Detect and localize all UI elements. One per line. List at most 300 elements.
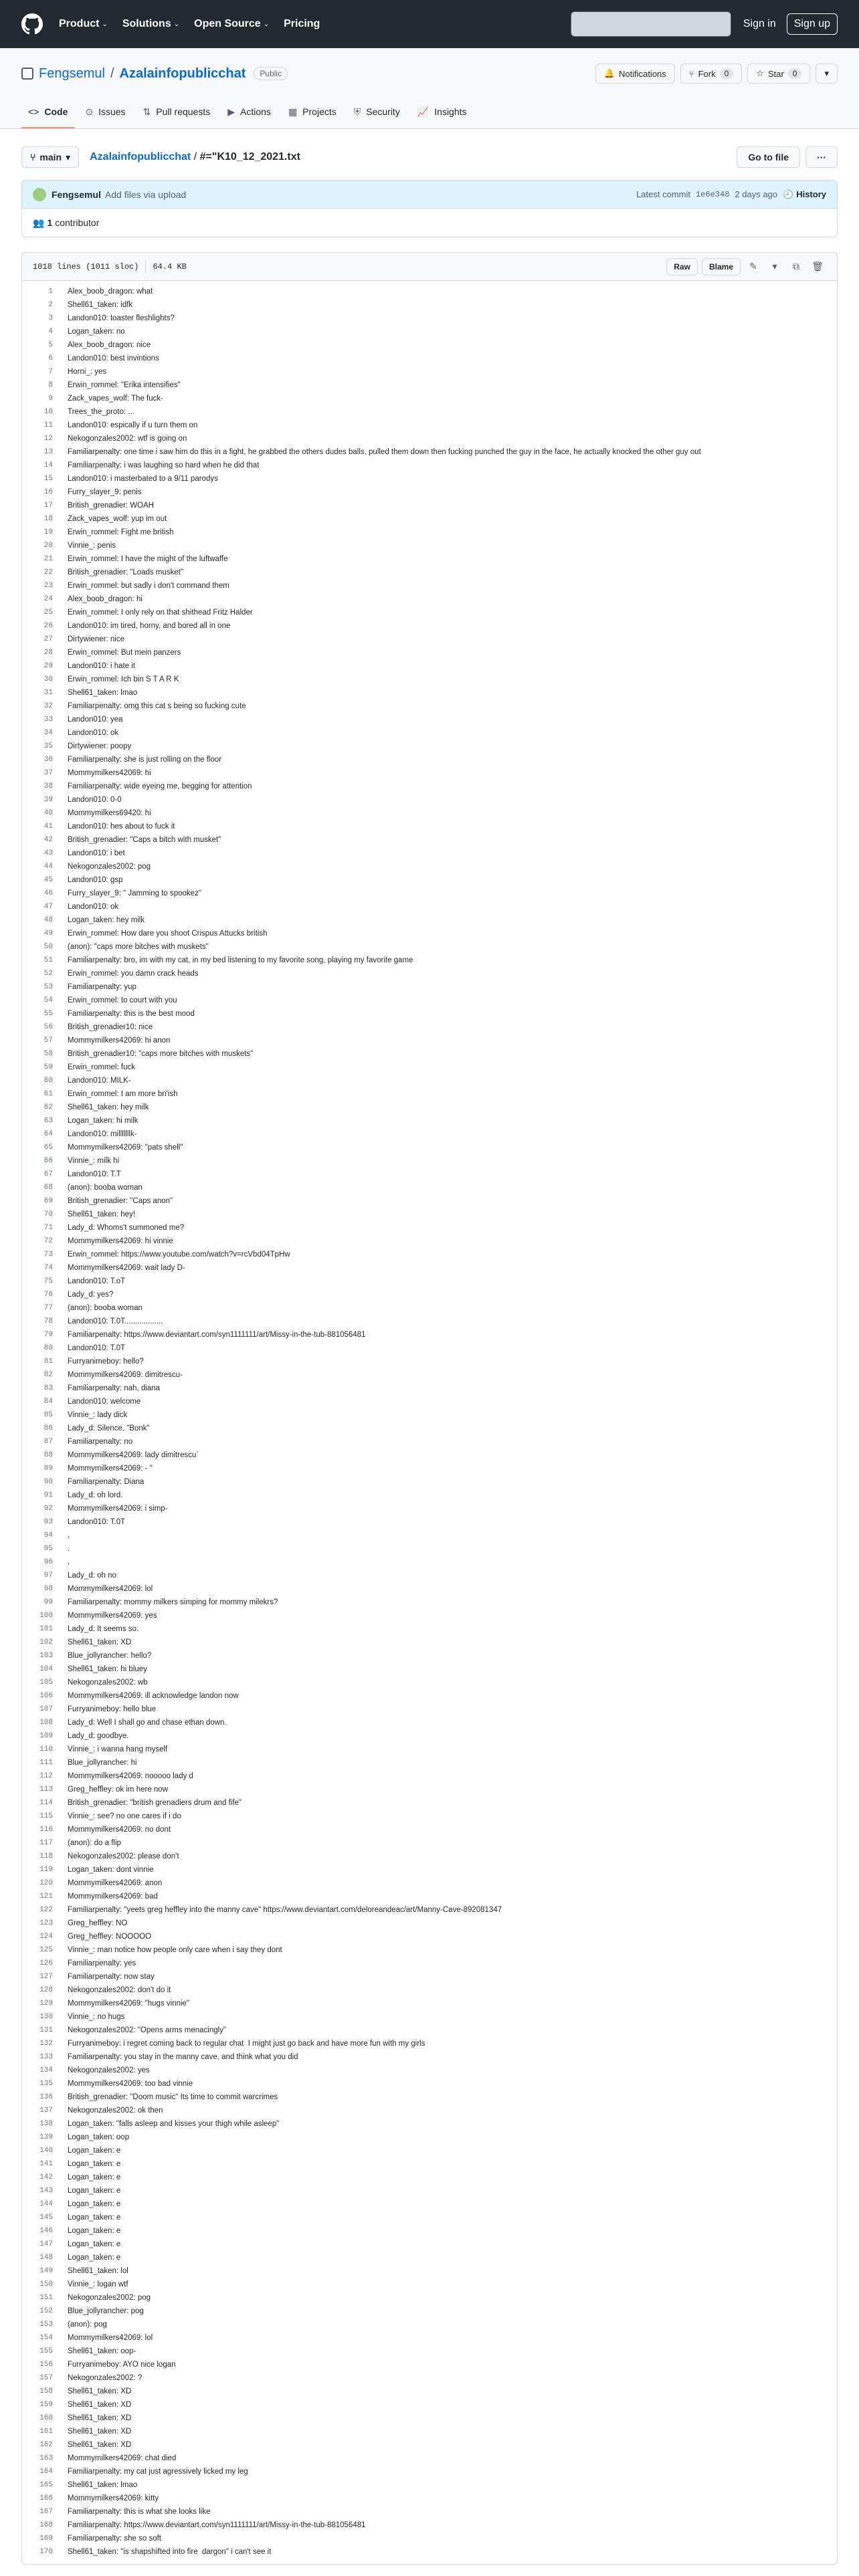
line-text: Erwin_rommel: you damn crack heads: [68, 970, 199, 978]
line-number[interactable]: 156: [39, 2361, 53, 2369]
line-text: Greg_heffley: NO: [68, 1919, 128, 1927]
line-text: Vinnie_: man notice how people only care when i say they dont: [68, 1946, 282, 1954]
star-counter: 0: [788, 68, 802, 79]
line-number[interactable]: 25: [43, 609, 53, 617]
tab-issues[interactable]: ⊙ Issues: [85, 106, 126, 117]
line-text: Nekogonzales2002: wb: [68, 1679, 148, 1687]
line-text: Mommymilkers42069: nooooo lady d: [68, 1772, 193, 1780]
contributors-row[interactable]: [22, 209, 837, 237]
line-number[interactable]: 36: [43, 756, 53, 764]
line-number[interactable]: 140: [39, 2147, 53, 2155]
line-text: Landon010: best invintions: [68, 354, 159, 362]
line-text: British_grenadier: "Loads musket": [68, 568, 184, 576]
line-number[interactable]: 107: [39, 1705, 53, 1713]
line-number[interactable]: 96: [43, 1558, 53, 1566]
line-text: British_grenadier10: "caps more bitches with muskets": [68, 1050, 254, 1058]
line-number[interactable]: 30: [43, 675, 53, 683]
line-number[interactable]: 86: [43, 1424, 53, 1432]
line-text: Nekogonzales2002: "Opens arms menacingly": [68, 2026, 227, 2034]
commit-sha-link[interactable]: 1e6e348: [695, 189, 730, 199]
line-number[interactable]: 153: [39, 2321, 53, 2329]
line-number[interactable]: 20: [43, 542, 53, 550]
line-number[interactable]: 21: [43, 555, 53, 563]
code-line: [22, 980, 837, 994]
divider: [145, 261, 146, 273]
line-number[interactable]: 28: [43, 649, 53, 657]
notifications-button[interactable]: 🔔 Notifications: [595, 64, 675, 84]
line-number[interactable]: 74: [43, 1264, 53, 1272]
code-line: [22, 833, 837, 847]
star-button[interactable]: ☆ Star 0: [747, 64, 810, 84]
line-number[interactable]: 103: [39, 1652, 53, 1660]
line-number[interactable]: 145: [39, 2214, 53, 2222]
code-line: [22, 1529, 837, 1542]
tab-insights[interactable]: 📈 Insights: [417, 106, 467, 117]
line-number[interactable]: 56: [43, 1023, 53, 1031]
line-number[interactable]: 162: [39, 2441, 53, 2449]
search-input[interactable]: [571, 11, 731, 37]
line-number[interactable]: 46: [43, 889, 53, 897]
line-number[interactable]: 160: [39, 2414, 53, 2422]
line-number[interactable]: 122: [39, 1906, 53, 1914]
line-text: Logan_taken: "falls asleep and kisses your thigh while asleep": [68, 2120, 280, 2128]
line-number[interactable]: 106: [39, 1692, 53, 1700]
line-number[interactable]: 117: [39, 1839, 53, 1847]
line-text: Shell61_taken: XD: [68, 2414, 132, 2422]
dropdown-chevron-icon[interactable]: ▾: [772, 261, 777, 272]
line-text: Vinnie_: i wanna hang myself: [68, 1745, 168, 1753]
line-number[interactable]: 11: [43, 421, 53, 429]
line-text: Furryanimeboy: AYO nice logan: [68, 2361, 176, 2369]
copy-icon[interactable]: ⧉: [793, 261, 799, 272]
line-number[interactable]: 15: [43, 475, 53, 483]
line-text: (anon): booba woman: [68, 1304, 142, 1312]
code-line: [22, 2264, 837, 2278]
line-number[interactable]: 92: [43, 1505, 53, 1513]
line-number[interactable]: 3: [48, 314, 53, 322]
line-text: Familiarpenalty: now stay: [68, 1973, 155, 1981]
line-number[interactable]: 108: [39, 1719, 53, 1727]
line-number[interactable]: 43: [43, 849, 53, 857]
line-number[interactable]: 47: [43, 903, 53, 911]
code-line: [22, 847, 837, 860]
line-number[interactable]: 125: [39, 1946, 53, 1954]
code-line: [22, 1636, 837, 1649]
line-number[interactable]: 76: [43, 1291, 53, 1299]
line-number[interactable]: 90: [43, 1478, 53, 1486]
line-number[interactable]: 165: [39, 2481, 53, 2489]
line-number[interactable]: 45: [43, 876, 53, 884]
line-number[interactable]: 75: [43, 1277, 53, 1285]
code-line: [22, 900, 837, 914]
code-line: [22, 2465, 837, 2478]
line-number[interactable]: 158: [39, 2387, 53, 2395]
line-number[interactable]: 80: [43, 1344, 53, 1352]
line-number[interactable]: 149: [39, 2267, 53, 2275]
line-text: Landon010: gsp: [68, 876, 123, 884]
code-line: [22, 472, 837, 486]
line-number[interactable]: 151: [39, 2294, 53, 2302]
star-dropdown-button[interactable]: [816, 64, 838, 84]
line-text: Blue_jollyrancher: hello?: [68, 1652, 152, 1660]
line-number[interactable]: 31: [43, 689, 53, 697]
line-number[interactable]: 55: [43, 1010, 53, 1018]
line-number[interactable]: 10: [43, 408, 53, 416]
line-number[interactable]: 113: [39, 1786, 53, 1794]
code-line: [22, 392, 837, 405]
line-number[interactable]: 93: [43, 1518, 53, 1526]
line-number[interactable]: 2: [48, 301, 53, 309]
line-number[interactable]: 33: [43, 716, 53, 724]
line-number[interactable]: 68: [43, 1184, 53, 1192]
line-text: Familiarpenalty: you stay in the manny cave, and think what you did: [68, 2053, 298, 2061]
line-number[interactable]: 64: [43, 1130, 53, 1138]
line-number[interactable]: 60: [43, 1077, 53, 1085]
line-number[interactable]: 16: [43, 488, 53, 496]
line-number[interactable]: 101: [39, 1625, 53, 1633]
sign-in-link[interactable]: Sign in: [743, 18, 776, 29]
code-line: [22, 2278, 837, 2291]
line-number[interactable]: 48: [43, 916, 53, 924]
nav-product[interactable]: Product ⌄: [59, 18, 108, 29]
line-number[interactable]: 54: [43, 996, 53, 1004]
line-number[interactable]: 100: [39, 1612, 53, 1620]
line-text: Lady_d: Whoms't summoned me?: [68, 1224, 185, 1232]
line-number[interactable]: 87: [43, 1438, 53, 1446]
more-options-button[interactable]: ···: [805, 146, 838, 168]
code-line: [22, 1729, 837, 1743]
line-number[interactable]: 116: [39, 1826, 53, 1834]
line-number[interactable]: 6: [48, 354, 53, 362]
edit-pencil-icon[interactable]: ✎: [749, 261, 757, 272]
code-line: [22, 1769, 837, 1783]
line-number[interactable]: 40: [43, 809, 53, 817]
line-number[interactable]: 142: [39, 2173, 53, 2181]
line-number[interactable]: 166: [39, 2494, 53, 2502]
line-number[interactable]: 72: [43, 1237, 53, 1245]
line-number[interactable]: 154: [39, 2334, 53, 2342]
line-number[interactable]: 150: [39, 2280, 53, 2288]
line-number[interactable]: 12: [43, 435, 53, 443]
line-text: Nekogonzales2002: ?: [68, 2374, 142, 2382]
line-text: Mommymilkers42069: lol: [68, 2334, 153, 2342]
line-number[interactable]: 94: [43, 1531, 53, 1539]
line-text: Lady_d: It seems so.: [68, 1625, 139, 1633]
line-number[interactable]: 132: [39, 2040, 53, 2048]
line-number[interactable]: 89: [43, 1465, 53, 1473]
line-number[interactable]: 84: [43, 1398, 53, 1406]
line-number[interactable]: 13: [43, 448, 53, 456]
line-number[interactable]: 71: [43, 1224, 53, 1232]
line-number[interactable]: 18: [43, 515, 53, 523]
nav-pricing[interactable]: Pricing: [284, 18, 320, 29]
go-to-file-button[interactable]: Go to file: [737, 146, 800, 168]
line-number[interactable]: 133: [39, 2053, 53, 2061]
line-number[interactable]: 17: [43, 502, 53, 510]
line-number[interactable]: 112: [39, 1772, 53, 1780]
line-number[interactable]: 131: [39, 2026, 53, 2034]
line-text: Familiarpenalty: she is just rolling on the floor: [68, 756, 222, 764]
code-line: [22, 994, 837, 1007]
history-link[interactable]: 🕘 History: [783, 189, 826, 199]
line-number[interactable]: 57: [43, 1037, 53, 1045]
line-number[interactable]: 38: [43, 782, 53, 790]
line-number[interactable]: 118: [39, 1852, 53, 1860]
line-number[interactable]: 98: [43, 1585, 53, 1593]
line-number[interactable]: 8: [48, 381, 53, 389]
line-text: Mommymilkers42069: anon: [68, 1879, 163, 1887]
code-line: [22, 1756, 837, 1769]
line-number[interactable]: 102: [39, 1638, 53, 1646]
chevron-down-icon: ⌄: [173, 20, 180, 28]
issue-icon: ⊙: [85, 106, 94, 117]
code-line: [22, 1154, 837, 1168]
line-number[interactable]: 50: [43, 943, 53, 951]
line-number[interactable]: 19: [43, 528, 53, 536]
line-number[interactable]: 82: [43, 1371, 53, 1379]
line-text: Logan_taken: e: [68, 2254, 121, 2262]
line-number[interactable]: 114: [39, 1799, 53, 1807]
line-text: Furry_slayer_9: " Jamming to spookez": [68, 889, 201, 897]
line-text: Familiarpenalty: i was laughing so hard when he did that: [68, 461, 260, 469]
line-number[interactable]: 78: [43, 1317, 53, 1325]
line-text: Mommymilkers42069: no dont: [68, 1826, 171, 1834]
line-number[interactable]: 137: [39, 2107, 53, 2115]
line-number[interactable]: 37: [43, 769, 53, 777]
line-number[interactable]: 163: [39, 2454, 53, 2462]
line-number[interactable]: 14: [43, 461, 53, 469]
line-number[interactable]: 35: [43, 742, 53, 750]
line-number[interactable]: 85: [43, 1411, 53, 1419]
line-number[interactable]: 79: [43, 1331, 53, 1339]
code-line: [22, 1087, 837, 1101]
sign-up-button[interactable]: Sign up: [787, 13, 838, 35]
line-number[interactable]: 111: [39, 1759, 53, 1767]
line-number[interactable]: 49: [43, 930, 53, 938]
code-line: [22, 1235, 837, 1248]
line-number[interactable]: 61: [43, 1090, 53, 1098]
code-line: [22, 2398, 837, 2411]
raw-button[interactable]: Raw: [666, 258, 698, 276]
tab-code[interactable]: <> Code: [21, 96, 74, 128]
line-number[interactable]: 32: [43, 702, 53, 710]
nav-solutions[interactable]: Solutions ⌄: [122, 18, 180, 29]
code-line: [22, 2492, 837, 2505]
line-number[interactable]: 73: [43, 1251, 53, 1259]
line-number[interactable]: 58: [43, 1050, 53, 1058]
code-line: [22, 726, 837, 740]
line-number[interactable]: 51: [43, 956, 53, 964]
line-number[interactable]: 161: [39, 2428, 53, 2436]
line-number[interactable]: 5: [48, 341, 53, 349]
code-line: [22, 1168, 837, 1181]
code-line: [22, 967, 837, 980]
line-number[interactable]: 29: [43, 662, 53, 670]
line-number[interactable]: 146: [39, 2227, 53, 2235]
line-number[interactable]: 66: [43, 1157, 53, 1165]
line-number[interactable]: 4: [48, 328, 53, 336]
tab-security[interactable]: ⛨ Security: [353, 106, 400, 117]
code-line: [22, 780, 837, 793]
line-number[interactable]: 127: [39, 1973, 53, 1981]
line-text: Shell61_taken: XD: [68, 2441, 132, 2449]
repo-name-link[interactable]: Azalainfopublicchat: [119, 66, 246, 81]
line-number[interactable]: 88: [43, 1451, 53, 1459]
fork-button[interactable]: ⑂ Fork 0: [680, 64, 743, 84]
line-number[interactable]: 169: [39, 2535, 53, 2543]
line-number[interactable]: 119: [39, 1866, 53, 1874]
breadcrumb-repo-link[interactable]: Azalainfopublicchat: [90, 151, 191, 163]
line-number[interactable]: 135: [39, 2080, 53, 2088]
line-text: Erwin_rommel: How dare you shoot Crispus Attucks british: [68, 930, 268, 938]
line-number[interactable]: 53: [43, 983, 53, 991]
line-number[interactable]: 170: [39, 2548, 53, 2556]
line-text: Erwin_rommel: But mein panzers: [68, 649, 181, 657]
line-text: Logan_taken: oop: [68, 2133, 130, 2141]
line-number[interactable]: 129: [39, 2000, 53, 2008]
line-number[interactable]: 97: [43, 1572, 53, 1580]
code-line: [22, 2157, 837, 2171]
code-line: [22, 1288, 837, 1301]
line-number[interactable]: 139: [39, 2133, 53, 2141]
line-number[interactable]: 164: [39, 2468, 53, 2476]
code-line: [22, 1114, 837, 1128]
breadcrumb-separator: /: [193, 151, 197, 163]
line-number[interactable]: 67: [43, 1170, 53, 1178]
line-text: Logan_taken: no: [68, 328, 125, 336]
line-number[interactable]: 104: [39, 1665, 53, 1673]
line-number[interactable]: 123: [39, 1919, 53, 1927]
avatar[interactable]: [33, 188, 46, 201]
code-line: [22, 1194, 837, 1208]
chevron-down-icon: ▾: [824, 68, 829, 78]
line-text: Familiarpenalty: this is what she looks like: [68, 2508, 211, 2516]
blame-button[interactable]: Blame: [702, 258, 741, 276]
line-number[interactable]: 24: [43, 595, 53, 603]
line-number[interactable]: 62: [43, 1103, 53, 1111]
line-number[interactable]: 110: [39, 1745, 53, 1753]
repo-owner-link[interactable]: Fengsemul: [39, 66, 105, 81]
line-number[interactable]: 95: [43, 1545, 53, 1553]
line-number[interactable]: 147: [39, 2240, 53, 2248]
code-line: [22, 713, 837, 726]
line-text: Erwin_rommel: "Erika intensifies": [68, 381, 181, 389]
line-number[interactable]: 155: [39, 2347, 53, 2355]
line-number[interactable]: 167: [39, 2508, 53, 2516]
line-number[interactable]: 120: [39, 1879, 53, 1887]
line-text: Landon010: 0-0: [68, 796, 122, 804]
code-line: [22, 2024, 837, 2037]
commit-message-link[interactable]: Add files via upload: [104, 189, 187, 200]
line-number[interactable]: 69: [43, 1197, 53, 1205]
repo-separator: /: [110, 66, 114, 81]
branch-select-button[interactable]: ⑂ main ▾: [21, 146, 79, 168]
code-line: [22, 1021, 837, 1034]
line-number[interactable]: 59: [43, 1063, 53, 1071]
line-number[interactable]: 124: [39, 1933, 53, 1941]
line-number[interactable]: 23: [43, 582, 53, 590]
line-number[interactable]: 81: [43, 1358, 53, 1366]
line-text: Logan_taken: e: [68, 2227, 121, 2235]
line-text: Horni_: yes: [68, 368, 107, 376]
code-line: [22, 1301, 837, 1315]
line-number[interactable]: 109: [39, 1732, 53, 1740]
line-number[interactable]: 91: [43, 1491, 53, 1499]
line-number[interactable]: 99: [43, 1598, 53, 1606]
line-number[interactable]: 42: [43, 836, 53, 844]
line-number[interactable]: 159: [39, 2401, 53, 2409]
line-number[interactable]: 148: [39, 2254, 53, 2262]
line-number[interactable]: 115: [39, 1812, 53, 1820]
nav-open-source[interactable]: Open Source ⌄: [194, 18, 270, 29]
line-number[interactable]: 134: [39, 2066, 53, 2074]
line-number[interactable]: 39: [43, 796, 53, 804]
code-line: [22, 2050, 837, 2064]
breadcrumb-file-name: #="K10_12_2021.txt: [199, 151, 300, 163]
code-line: [22, 2197, 837, 2211]
line-number[interactable]: 26: [43, 622, 53, 630]
line-number[interactable]: 138: [39, 2120, 53, 2128]
line-number[interactable]: 63: [43, 1117, 53, 1125]
line-number[interactable]: 70: [43, 1210, 53, 1218]
line-number[interactable]: 157: [39, 2374, 53, 2382]
tab-actions[interactable]: ▶ Actions: [227, 106, 271, 117]
line-number[interactable]: 143: [39, 2187, 53, 2195]
tab-pull-requests[interactable]: ⇅ Pull requests: [142, 106, 211, 117]
line-number[interactable]: 126: [39, 1959, 53, 1967]
projects-icon: ▦: [288, 106, 298, 117]
line-number[interactable]: 77: [43, 1304, 53, 1312]
line-number[interactable]: 9: [48, 395, 53, 403]
trash-icon[interactable]: 🗑: [812, 261, 824, 272]
line-number[interactable]: 168: [39, 2521, 53, 2529]
line-number[interactable]: 44: [43, 863, 53, 871]
star-icon: ☆: [756, 68, 764, 78]
repo-tabs: [21, 96, 838, 128]
line-number[interactable]: 128: [39, 1986, 53, 1994]
line-text: Familiarpenalty: https://www.deviantart.com/syn1111111/art/Missy-in-the-tub-881056481: [68, 2521, 366, 2529]
line-number[interactable]: 152: [39, 2307, 53, 2315]
line-number[interactable]: 130: [39, 2013, 53, 2021]
tab-projects[interactable]: ▦ Projects: [288, 106, 337, 117]
line-number[interactable]: 52: [43, 970, 53, 978]
line-text: Logan_taken: e: [68, 2187, 121, 2195]
line-text: Mommymilkers42069: lol: [68, 1585, 153, 1593]
line-text: British_grenadier: "Caps anon": [68, 1197, 173, 1205]
line-text: .: [68, 1558, 70, 1566]
github-logo-icon[interactable]: [21, 13, 43, 35]
line-number[interactable]: 121: [39, 1893, 53, 1901]
line-number[interactable]: 1: [48, 288, 53, 296]
line-text: Nekogonzales2002: yes: [68, 2066, 150, 2074]
commit-author-link[interactable]: Fengsemul: [52, 189, 101, 200]
line-number[interactable]: 7: [48, 368, 53, 376]
line-number[interactable]: 141: [39, 2160, 53, 2168]
line-number[interactable]: 136: [39, 2093, 53, 2101]
code-line: [22, 2438, 837, 2452]
line-text: Mommymilkers42069: hi: [68, 769, 151, 777]
line-number[interactable]: 27: [43, 635, 53, 643]
line-number[interactable]: 41: [43, 823, 53, 831]
line-text: British_grenadier: "Doom music" Its time to commit warcrimes: [68, 2093, 278, 2101]
line-number[interactable]: 34: [43, 729, 53, 737]
line-number[interactable]: 144: [39, 2200, 53, 2208]
line-number[interactable]: 83: [43, 1384, 53, 1392]
line-number[interactable]: 22: [43, 568, 53, 576]
code-line: [22, 2117, 837, 2131]
line-number[interactable]: 65: [43, 1144, 53, 1152]
line-number[interactable]: 105: [39, 1679, 53, 1687]
